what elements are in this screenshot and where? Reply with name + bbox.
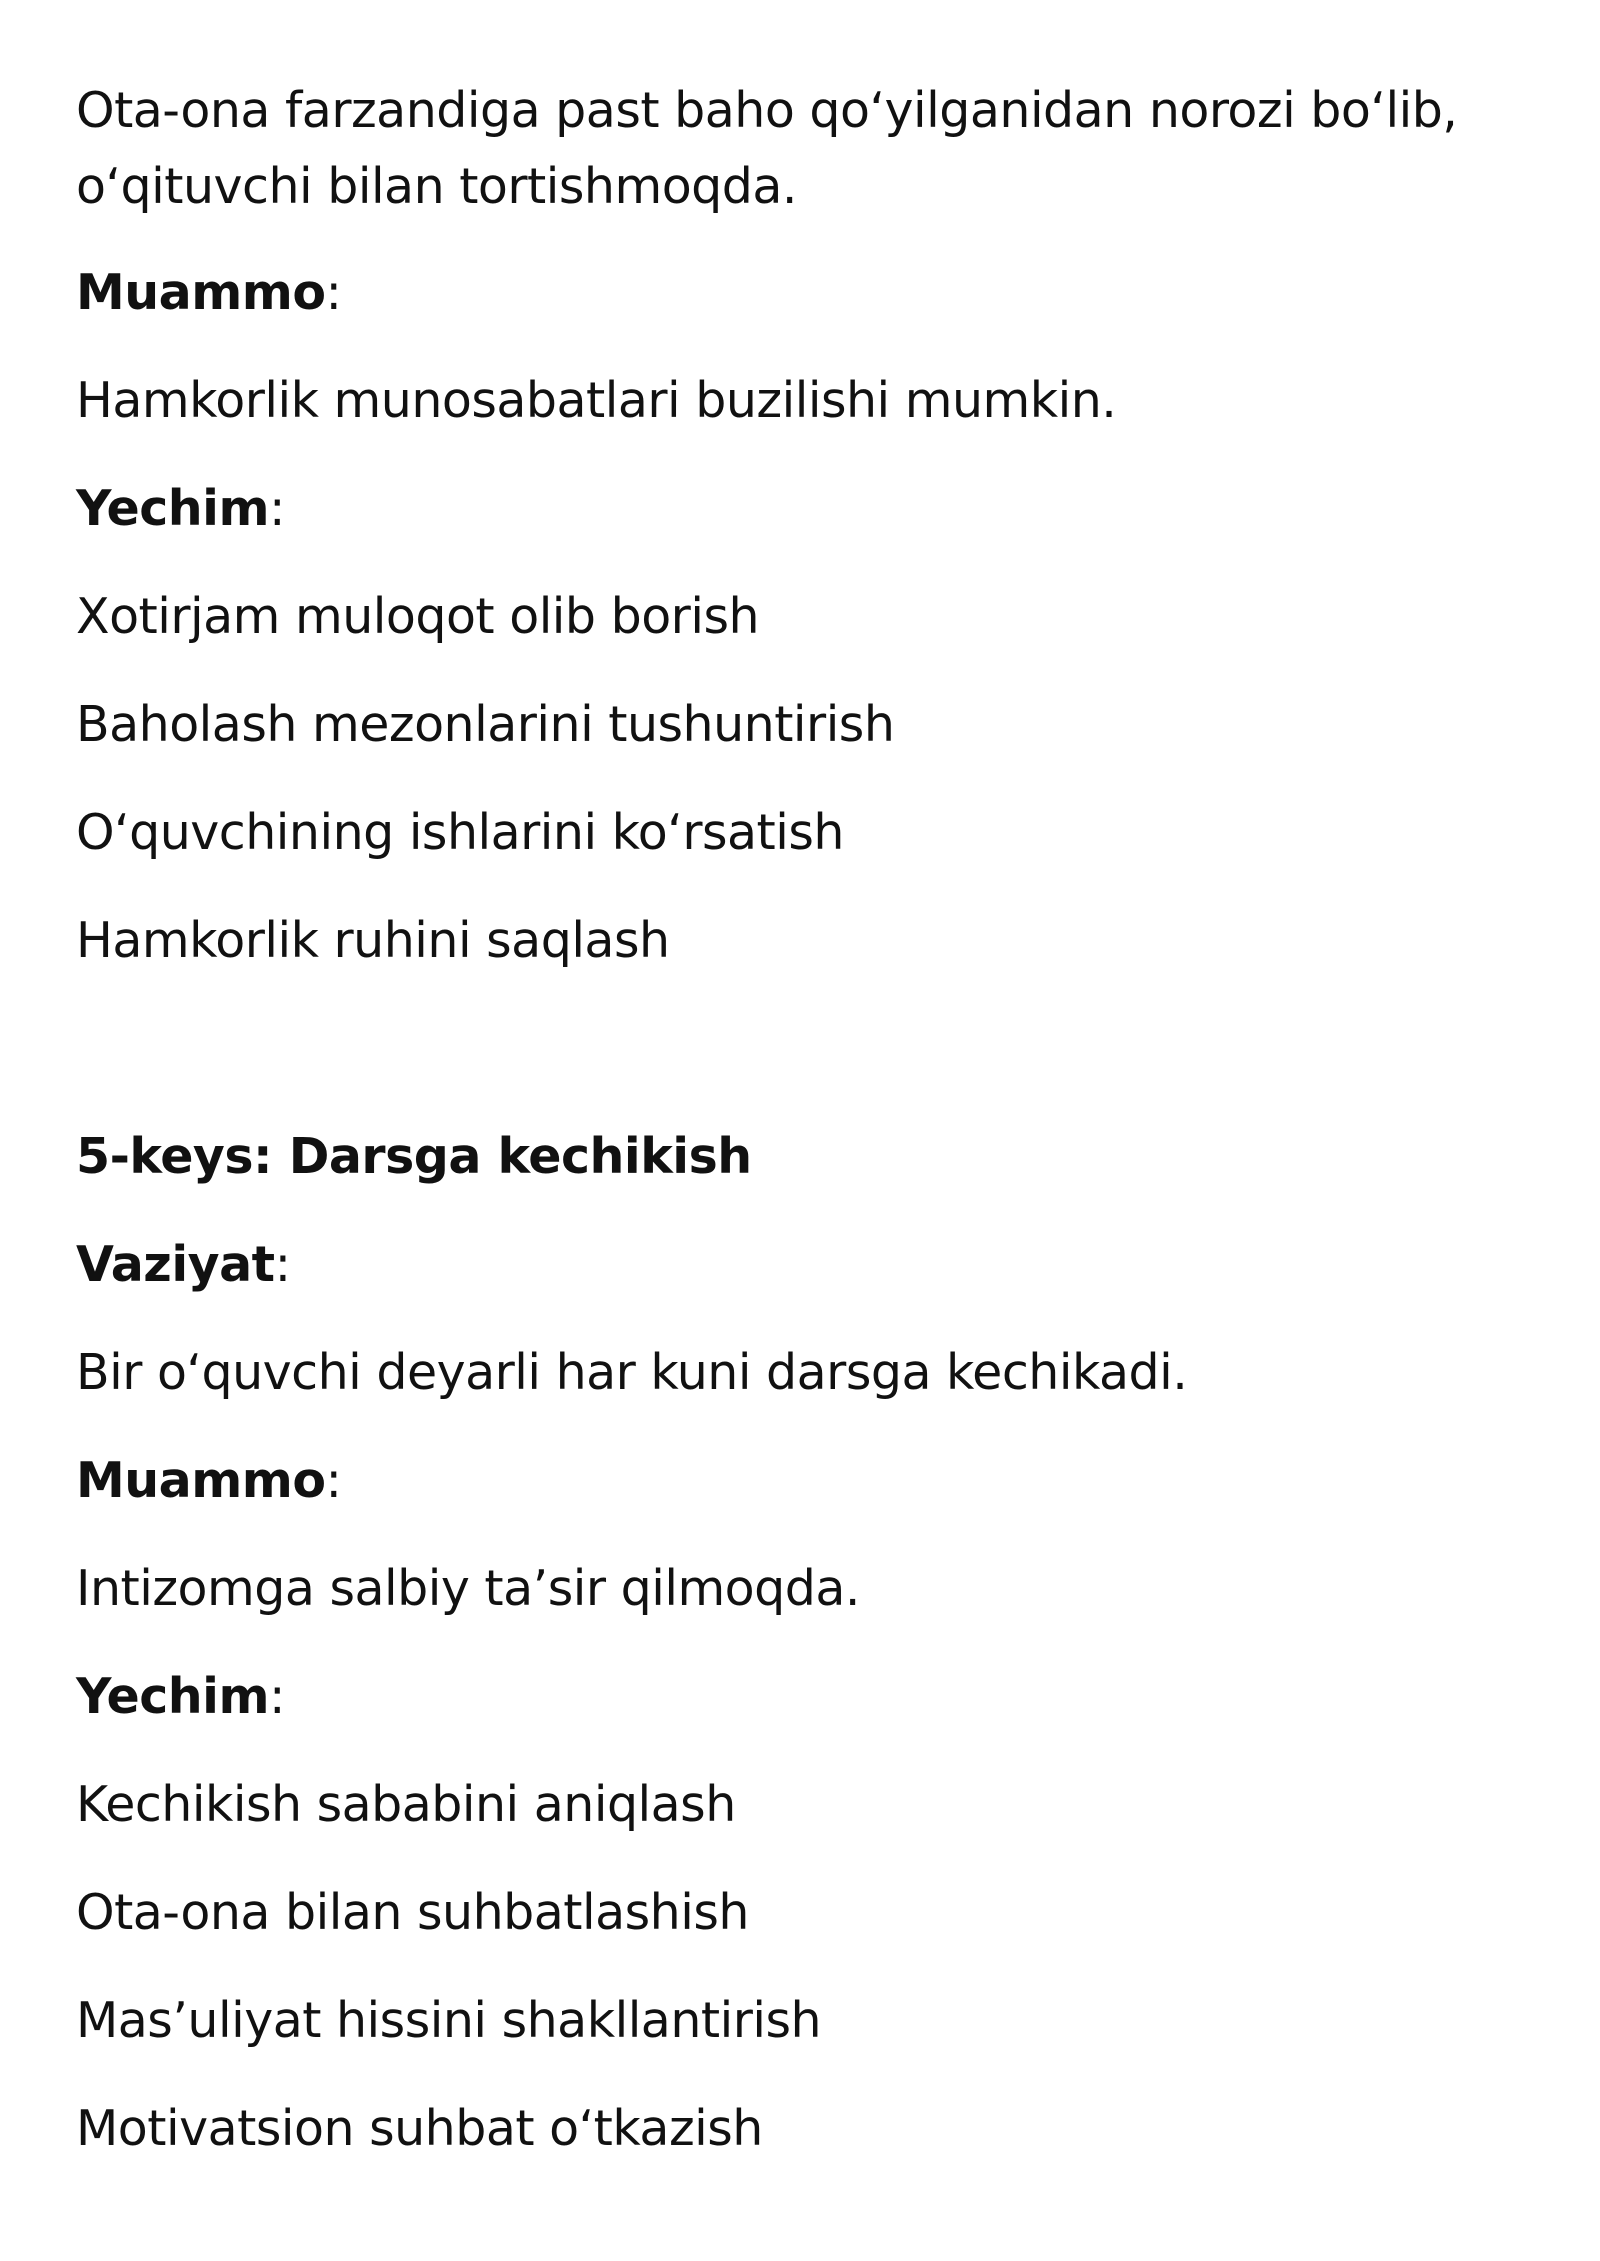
case4-solution-item: Baholash mezonlarini tushuntirish — [76, 696, 895, 753]
case5-title: 5-keys: Darsga kechikish — [76, 1128, 752, 1185]
case4-solution-label: Yechim — [76, 480, 269, 537]
case5-solution-heading — [76, 1664, 285, 1730]
colon: : — [325, 1452, 342, 1509]
case4-solution-item: Xotirjam muloqot olib borish — [76, 588, 760, 645]
case4-problem-label: Muammo — [76, 264, 326, 321]
case5-situation-text: Bir o‘quvchi deyarli har kuni darsga kechikadi. — [76, 1344, 1188, 1401]
colon: : — [269, 1668, 286, 1725]
case5-solution-item: Kechikish sababini aniqlash — [76, 1776, 736, 1833]
case4-problem-heading — [76, 260, 342, 326]
case4-solution-heading — [76, 476, 285, 542]
case5-solution-item: Mas’uliyat hissini shakllantirish — [76, 1992, 822, 2049]
case5-solution-item: Ota-ona bilan suhbatlashish — [76, 1884, 749, 1941]
colon: : — [269, 480, 286, 537]
case5-solution-label: Yechim — [76, 1668, 269, 1725]
colon: : — [325, 264, 342, 321]
case4-solution-item: O‘quvchining ishlarini ko‘rsatish — [76, 804, 844, 861]
case5-solution-item: Motivatsion suhbat o‘tkazish — [76, 2100, 763, 2157]
colon: : — [274, 1236, 291, 1293]
case4-problem-text: Hamkorlik munosabatlari buzilishi mumkin. — [76, 372, 1117, 429]
case5-situation-heading — [76, 1232, 291, 1298]
case5-problem-heading — [76, 1448, 342, 1514]
case5-problem-label: Muammo — [76, 1452, 326, 1509]
case4-situation-line-1: Ota-ona farzandiga past baho qo‘yilganidan norozi bo‘lib, — [76, 82, 1458, 139]
case4-situation-line-2: o‘qituvchi bilan tortishmoqda. — [76, 158, 797, 215]
case4-solution-item: Hamkorlik ruhini saqlash — [76, 912, 670, 969]
case5-problem-text: Intizomga salbiy ta’sir qilmoqda. — [76, 1560, 860, 1617]
case5-situation-label: Vaziyat — [76, 1236, 275, 1293]
